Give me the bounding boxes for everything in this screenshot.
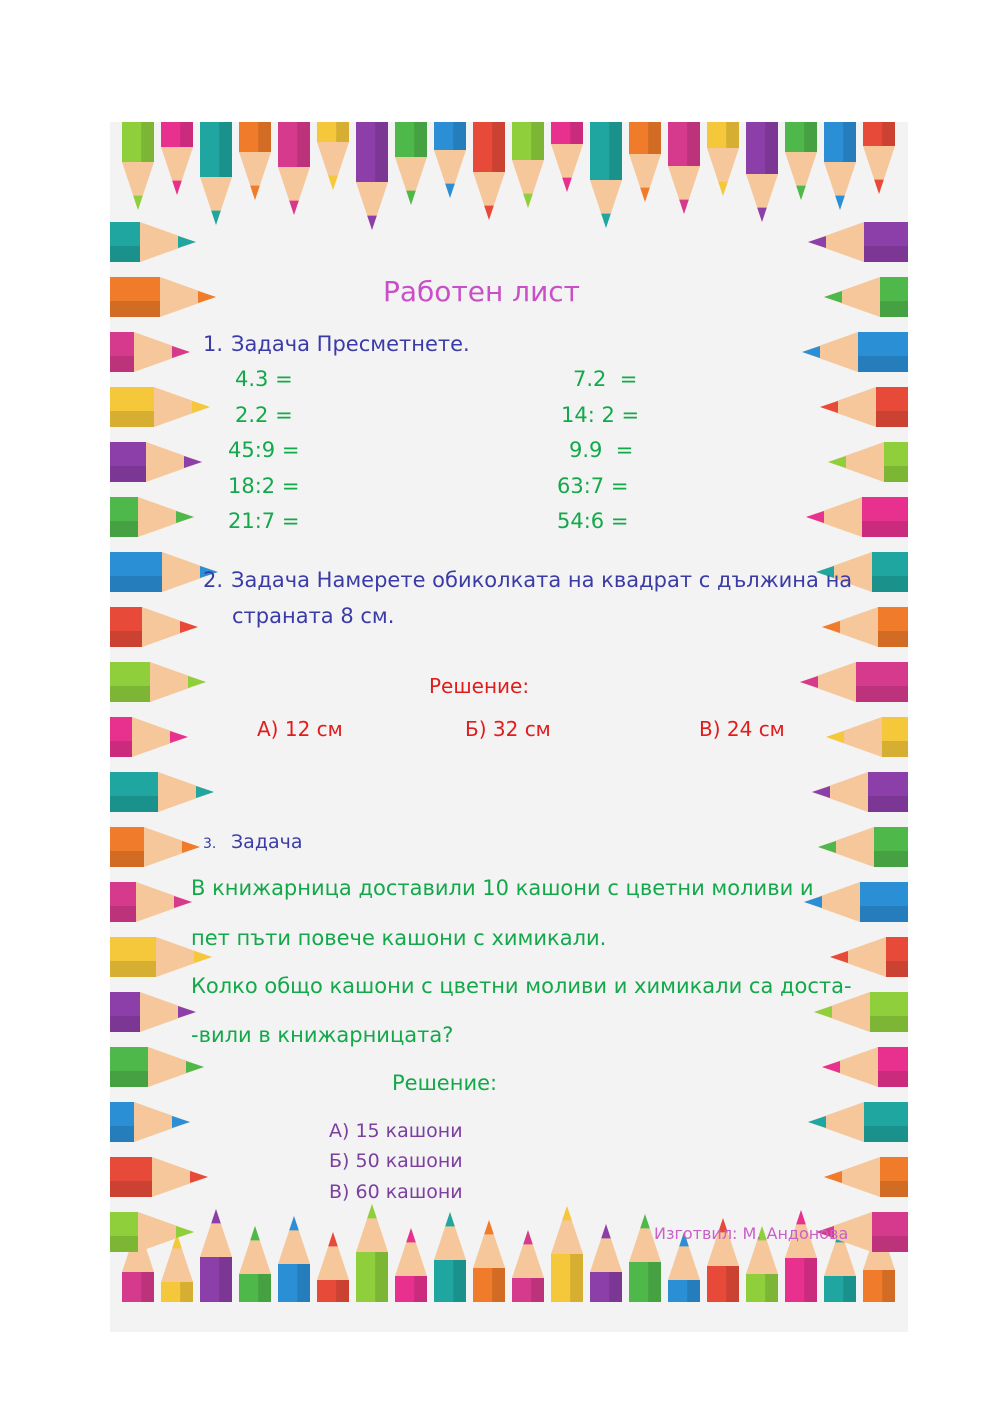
task3-line2: пет пъти повече кашони с химикали. <box>191 926 607 950</box>
pencil-icon <box>110 1102 190 1142</box>
task3-option-a[interactable]: А) 15 кашони <box>329 1120 463 1142</box>
task1-expr-right-3: 9.9 = <box>569 438 634 462</box>
task2-number: 2. <box>203 568 224 592</box>
pencil-icon <box>828 442 908 482</box>
pencil-icon <box>356 1204 388 1302</box>
task1-expr-left-1: 4.3 = <box>235 367 293 391</box>
pencil-icon <box>818 827 908 867</box>
task1-expr-right-1: 7.2 = <box>573 367 638 391</box>
task1-expr-left-5: 21:7 = <box>228 509 300 533</box>
pencil-icon <box>629 122 661 202</box>
pencil-icon <box>239 122 271 200</box>
pencil-icon <box>820 387 908 427</box>
pencil-icon <box>824 122 856 210</box>
task3-heading-text: Задача <box>231 831 303 853</box>
task1-expr-right-5: 54:6 = <box>557 509 629 533</box>
task3-option-b[interactable]: Б) 50 кашони <box>329 1150 463 1172</box>
pencil-icon <box>590 1224 622 1302</box>
pencil-icon <box>110 662 206 702</box>
pencil-icon <box>822 607 908 647</box>
task3-heading <box>203 833 302 852</box>
task2-line1 <box>203 570 852 591</box>
pencil-icon <box>239 1226 271 1302</box>
pencil-icon <box>110 772 214 812</box>
pencil-icon <box>110 552 218 592</box>
pencil-icon <box>802 332 908 372</box>
pencil-icon <box>110 882 192 922</box>
task1-expr-left-3: 45:9 = <box>228 438 300 462</box>
pencil-icon <box>278 1216 310 1302</box>
pencil-icon <box>356 122 388 230</box>
pencil-icon <box>317 1232 349 1302</box>
pencil-icon <box>785 122 817 200</box>
pencil-icon <box>317 122 349 190</box>
page-title: Работен лист <box>383 275 580 308</box>
task2-option-b[interactable]: Б) 32 см <box>465 717 551 741</box>
pencil-icon <box>824 1157 908 1197</box>
task3-number: 3. <box>203 836 217 852</box>
pencil-icon <box>806 497 908 537</box>
pencil-icon <box>110 442 202 482</box>
task1-expr-right-4: 63:7 = <box>557 474 629 498</box>
pencil-icon <box>822 1047 908 1087</box>
pencil-icon <box>551 1206 583 1302</box>
pencil-icon <box>200 1209 232 1302</box>
pencil-icon <box>110 827 200 867</box>
task3-solution-label: Решение: <box>392 1071 498 1095</box>
pencil-icon <box>110 497 194 537</box>
task1-expr-right-2: 14: 2 = <box>561 403 640 427</box>
pencil-icon <box>824 277 908 317</box>
task3-line3: Колко общо кашони с цветни моливи и химикали са доста- <box>191 974 852 998</box>
pencil-icon <box>434 1212 466 1302</box>
pencil-icon <box>473 1220 505 1302</box>
task3-line4: -вили в книжарницата? <box>191 1023 454 1047</box>
pencil-icon <box>808 222 908 262</box>
author-credit: Изготвил: М. Андонова <box>654 1224 849 1243</box>
pencil-icon <box>812 772 908 812</box>
pencil-icon <box>110 1212 194 1252</box>
pencil-icon <box>808 1102 908 1142</box>
pencil-icon <box>110 332 190 372</box>
task3-option-c[interactable]: В) 60 кашони <box>329 1181 463 1203</box>
pencil-icon <box>804 882 908 922</box>
pencil-icon <box>110 1157 208 1197</box>
pencil-icon <box>122 122 154 210</box>
task1-heading <box>203 334 470 355</box>
pencil-icon <box>395 122 427 205</box>
task1-expr-left-2: 2.2 = <box>235 403 293 427</box>
pencil-icon <box>512 1230 544 1302</box>
task2-line1-text: Задача Намерете обиколката на квадрат с дължина на <box>231 568 853 592</box>
pencil-icon <box>395 1228 427 1302</box>
pencil-icon <box>814 992 908 1032</box>
pencil-icon <box>668 122 700 214</box>
pencil-icon <box>110 717 188 757</box>
pencil-icon <box>473 122 505 220</box>
pencil-icon <box>707 122 739 196</box>
task1-number: 1. <box>203 332 224 356</box>
pencil-icon <box>590 122 622 228</box>
task2-solution-label: Решение: <box>429 674 530 698</box>
pencil-icon <box>161 1234 193 1302</box>
pencil-icon <box>863 122 895 194</box>
task3-line1: В книжарница доставили 10 кашони с цветни моливи и <box>191 876 814 900</box>
pencil-icon <box>110 222 196 262</box>
pencil-icon <box>110 277 216 317</box>
pencil-icon <box>110 607 198 647</box>
pencil-icon <box>200 122 232 225</box>
task1-expr-left-4: 18:2 = <box>228 474 300 498</box>
task1-heading-text: Задача Пресметнете. <box>231 332 470 356</box>
pencil-icon <box>110 1047 204 1087</box>
pencil-icon <box>161 122 193 195</box>
pencil-icon <box>746 122 778 222</box>
pencil-icon <box>110 387 210 427</box>
task2-option-a[interactable]: А) 12 см <box>257 717 343 741</box>
task2-option-c[interactable]: В) 24 см <box>699 717 785 741</box>
pencil-icon <box>826 717 908 757</box>
task2-line2: страната 8 см. <box>232 604 395 628</box>
pencil-icon <box>830 937 908 977</box>
pencil-icon <box>512 122 544 208</box>
pencil-icon <box>551 122 583 192</box>
pencil-icon <box>434 122 466 198</box>
pencil-icon <box>278 122 310 215</box>
pencil-icon <box>800 662 908 702</box>
pencil-icon <box>110 992 196 1032</box>
